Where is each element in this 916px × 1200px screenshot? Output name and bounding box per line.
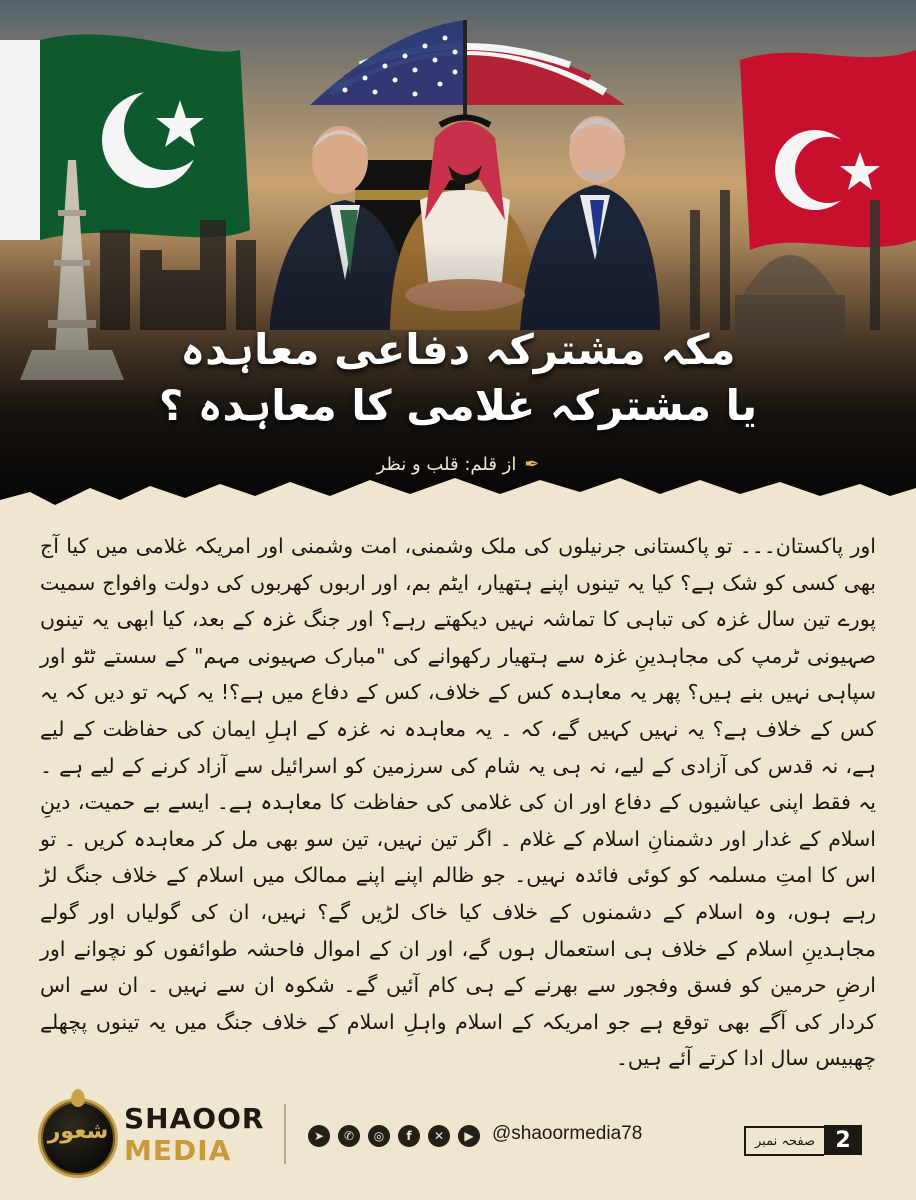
turkey-flag-icon: [740, 50, 916, 250]
page-number: 2: [824, 1125, 862, 1155]
shaoor-logo: [38, 1098, 118, 1178]
page-number-badge: [744, 1126, 862, 1154]
telegram-icon[interactable]: ➤: [308, 1125, 330, 1147]
whatsapp-icon[interactable]: ✆: [338, 1125, 360, 1147]
social-handle[interactable]: @shaoormedia78: [492, 1123, 643, 1144]
article-body: اور پاکستان۔۔۔ تو پاکستانی جرنیلوں کی ملک وشمنی، امت وشمنی اور امریکہ غلامی میں کیا آج بھی کسی کو شک ہے؟ کیا یہ تینوں اپنے ہتھیار، ایٹم بم، اور اربوں کھربوں کی دولت وافواج سمیت پورے تین سال غزہ کی تباہی کا تماشہ نہیں دیکھتے رہے؟ اور جنگ غزہ کے بعد، کیا ابھی یہ تینوں صہیونی ٹرمپ کی مجاہدینِ غزہ سے ہتھیار رکھوانے کی "مبارک صہیونی مہم" کے سستے ٹٹو اور سپاہی نہیں بنے ہیں؟ پھر یہ معاہدہ کس کے خلاف، کس کے دفاع میں ہے؟! یہ کہہ تو دیں کہ یہ کس کے خلاف ہے؟ یہ نہیں کہیں گے، کہ ۔ یہ معاہدہ نہ غزہ کے اہلِ ایمان کی حفاظت کے لیے ہے، نہ قدس کی آزادی کے لیے، نہ ہی یہ شام کی سرزمین کو اسرائیل سے آزاد کرنے کے لیے ہے ۔ یہ فقط اپنی عیاشیوں کے دفاع اور ان کی غلامی کی حفاظت کا معاہدہ ہے۔ ایسے بے حمیت، دینِ اسلام کے غدار اور دشمنانِ اسلام کے غلام ۔ اگر تین نہیں، تین سو بھی مل کر معاہدہ کریں ۔ تو اس کا امتِ مسلمہ کو کوئی فائدہ نہیں۔ جو ظالم اپنے اپنے ممالک میں اسلام کے خلاف جنگ لڑ رہے ہوں، وہ اسلام کے دشمنوں کے خلاف کیا خاک لڑیں گے؟ نہیں، ان کی گولیاں اور گولے مجاہدینِ اسلام کے خلاف ہی استعمال ہوں گے، اور ان کے اموال فاحشہ طوائفوں کو نچوانے اور ارضِ حرمین کو فسق وفجور سے بھرنے کے ہی کام آئیں گے۔ شکوہ ان سے نہیں ۔ ان سے اس کردار کی آگے بھی توقع ہے جو امریکہ کے اسلام واہلِ اسلام کے خلاف جنگ میں یہ تینوں پچھلے چھبیس سال ادا کرتے آئے ہیں۔: [40, 534, 876, 1071]
social-icons: [308, 1124, 480, 1148]
byline: [0, 454, 916, 475]
youtube-icon[interactable]: ▶: [458, 1125, 480, 1147]
drop-icon: [71, 1089, 85, 1107]
x-icon[interactable]: ✕: [428, 1125, 450, 1147]
brand-name: SHAOOR: [124, 1102, 265, 1135]
pen-icon: ✒: [524, 454, 540, 475]
hero-image: [0, 0, 916, 520]
facebook-icon[interactable]: f: [398, 1125, 420, 1147]
page-number-label: صفحہ نمبر: [744, 1126, 824, 1156]
headline-line-2: یا مشترکہ غلامی کا معاہدہ ؟: [158, 381, 758, 430]
byline-text: از قلم: قلب و نظر: [376, 454, 517, 475]
pakistan-flag-icon: [0, 34, 250, 240]
headline: [0, 322, 916, 434]
hero-illustration: [0, 0, 916, 520]
headline-line-1: مکہ مشترکہ دفاعی معاہدہ: [180, 325, 736, 374]
footer: [0, 1090, 916, 1200]
divider: [284, 1104, 286, 1164]
instagram-icon[interactable]: ◎: [368, 1125, 390, 1147]
logo-glyph: شعور: [47, 1119, 109, 1144]
brand-subname: MEDIA: [124, 1134, 232, 1167]
